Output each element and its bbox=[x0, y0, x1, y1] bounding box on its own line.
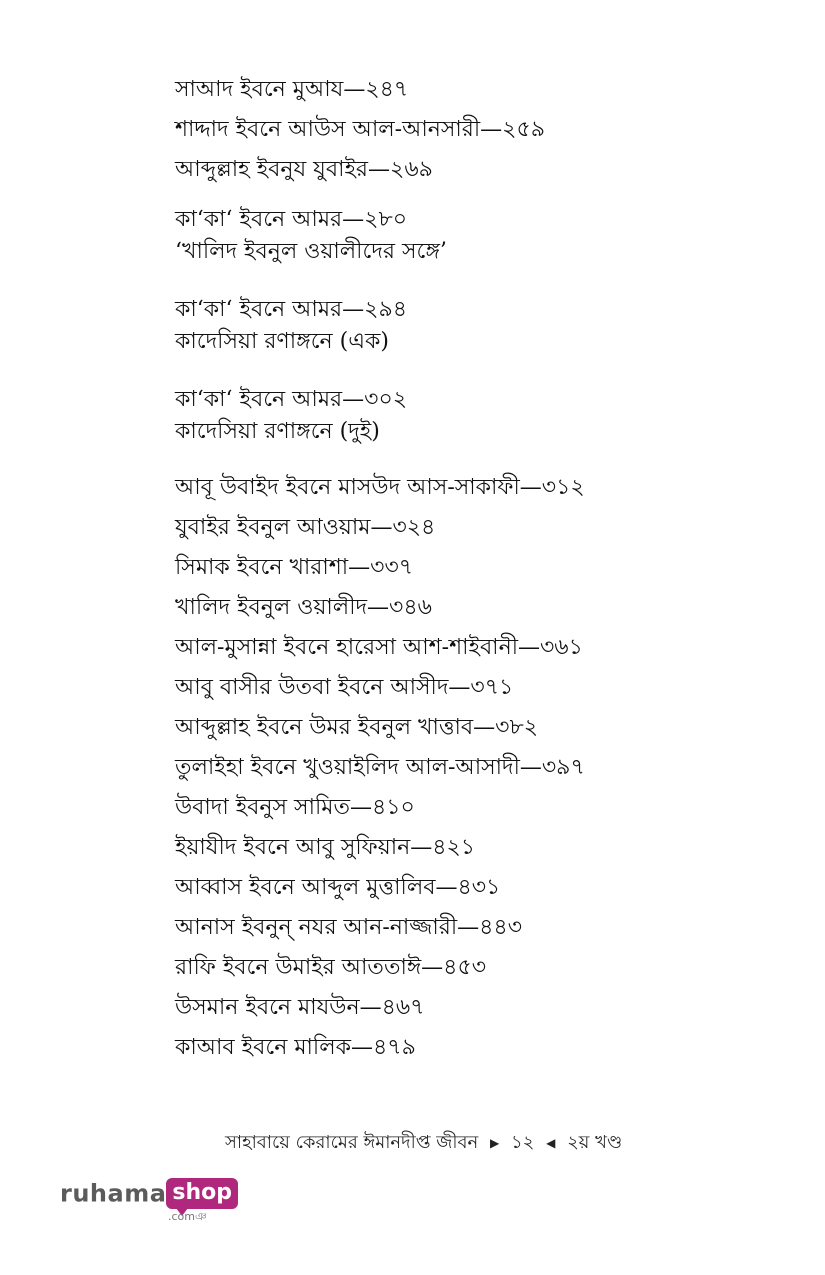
toc-entry bbox=[175, 114, 735, 154]
toc-entry bbox=[175, 1032, 735, 1072]
triangle-left-icon: ◀ bbox=[546, 1136, 556, 1150]
toc-entry-text: তুলাইহা ইবনে খুওয়াইলিদ আল-আসাদী—৩৯৭ bbox=[175, 755, 585, 780]
logo-com-text: .comঞ bbox=[168, 1210, 207, 1223]
toc-entry-subtitle: ‘খালিদ ইবনুল ওয়ালীদের সঙ্গে’ bbox=[175, 239, 447, 264]
toc-entry-text: উবাদা ইবনুস সামিত—৪১০ bbox=[175, 795, 415, 820]
toc-entry-text: আব্বাস ইবনে আব্দুল মুত্তালিব—৪৩১ bbox=[175, 875, 501, 900]
toc-entry-subtitle: কাদেসিয়া রণাঙ্গনে (দুই) bbox=[175, 419, 380, 444]
toc-entry bbox=[175, 832, 735, 872]
logo-shop-badge: shop bbox=[166, 1178, 238, 1209]
page-number: ১২ bbox=[511, 1132, 535, 1153]
toc-entry-text: কা‘কা‘ ইবনে আমর—৩০২ bbox=[175, 387, 408, 412]
toc-entry bbox=[175, 992, 735, 1032]
toc-entry-text: সিমাক ইবনে খারাশা—৩৩৭ bbox=[175, 555, 414, 580]
toc-entry bbox=[175, 872, 735, 912]
toc-entry-text: যুবাইর ইবনুল আওয়াম—৩২৪ bbox=[175, 515, 436, 540]
toc-entry-text: সাআদ ইবনে মুআয—২৪৭ bbox=[175, 77, 409, 102]
toc-entry-text: কা‘কা‘ ইবনে আমর—২৯৪ bbox=[175, 297, 408, 322]
toc-entry bbox=[175, 712, 735, 752]
toc-entry-text: আবূ উবাইদ ইবনে মাসউদ আস-সাকাফী—৩১২ bbox=[175, 475, 585, 500]
toc-entry-text: রাফি ইবনে উমাইর আততাঈ—৪৫৩ bbox=[175, 955, 487, 980]
book-title: সাহাবায়ে কেরামের ঈমানদীপ্ত জীবন bbox=[225, 1132, 479, 1153]
toc-entry bbox=[175, 672, 735, 712]
toc-entry-text: আল-মুসান্না ইবনে হারেসা আশ-শাইবানী—৩৬১ bbox=[175, 635, 583, 660]
ruhamashop-logo bbox=[60, 1178, 238, 1228]
toc-entry-text: আবু বাসীর উতবা ইবনে আসীদ—৩৭১ bbox=[175, 675, 514, 700]
triangle-right-icon: ▶ bbox=[490, 1136, 500, 1150]
toc-entry bbox=[175, 912, 735, 952]
volume-label: ২য় খণ্ড bbox=[567, 1132, 623, 1153]
toc-entry bbox=[175, 204, 735, 294]
toc-entry bbox=[175, 592, 735, 632]
toc-entry-text: খালিদ ইবনুল ওয়ালীদ—৩৪৬ bbox=[175, 595, 432, 620]
page-footer bbox=[225, 1128, 622, 1159]
toc-entry bbox=[175, 512, 735, 552]
toc-entry bbox=[175, 294, 735, 384]
toc-entry bbox=[175, 952, 735, 992]
toc-entry-text: আব্দুল্লাহ ইবনুয যুবাইর—২৬৯ bbox=[175, 157, 433, 182]
toc-entry bbox=[175, 472, 735, 512]
toc-entry-subtitle: কাদেসিয়া রণাঙ্গনে (এক) bbox=[175, 329, 389, 354]
toc-entry-text: আব্দুল্লাহ ইবনে উমর ইবনুল খাত্তাব—৩৮২ bbox=[175, 715, 539, 740]
toc-entry-text: আনাস ইবনুন্ নযর আন-নাজ্জারী—৪৪৩ bbox=[175, 915, 522, 940]
table-of-contents bbox=[175, 74, 735, 1072]
logo-ruhama-text: ruhama bbox=[60, 1179, 167, 1208]
toc-entry bbox=[175, 752, 735, 792]
toc-entry-text: ইয়াযীদ ইবনে আবু সুফিয়ান—৪২১ bbox=[175, 835, 476, 860]
toc-entry-text: উসমান ইবনে মাযউন—৪৬৭ bbox=[175, 995, 425, 1020]
toc-entry-text: কা‘কা‘ ইবনে আমর—২৮০ bbox=[175, 207, 408, 232]
toc-entry bbox=[175, 74, 735, 114]
toc-entry bbox=[175, 792, 735, 832]
toc-entry-text: কাআব ইবনে মালিক—৪৭৯ bbox=[175, 1035, 416, 1060]
toc-entry-text: শাদ্দাদ ইবনে আউস আল-আনসারী—২৫৯ bbox=[175, 117, 546, 142]
toc-entry bbox=[175, 632, 735, 672]
toc-entry bbox=[175, 552, 735, 592]
toc-entry bbox=[175, 384, 735, 472]
toc-entry bbox=[175, 154, 735, 204]
